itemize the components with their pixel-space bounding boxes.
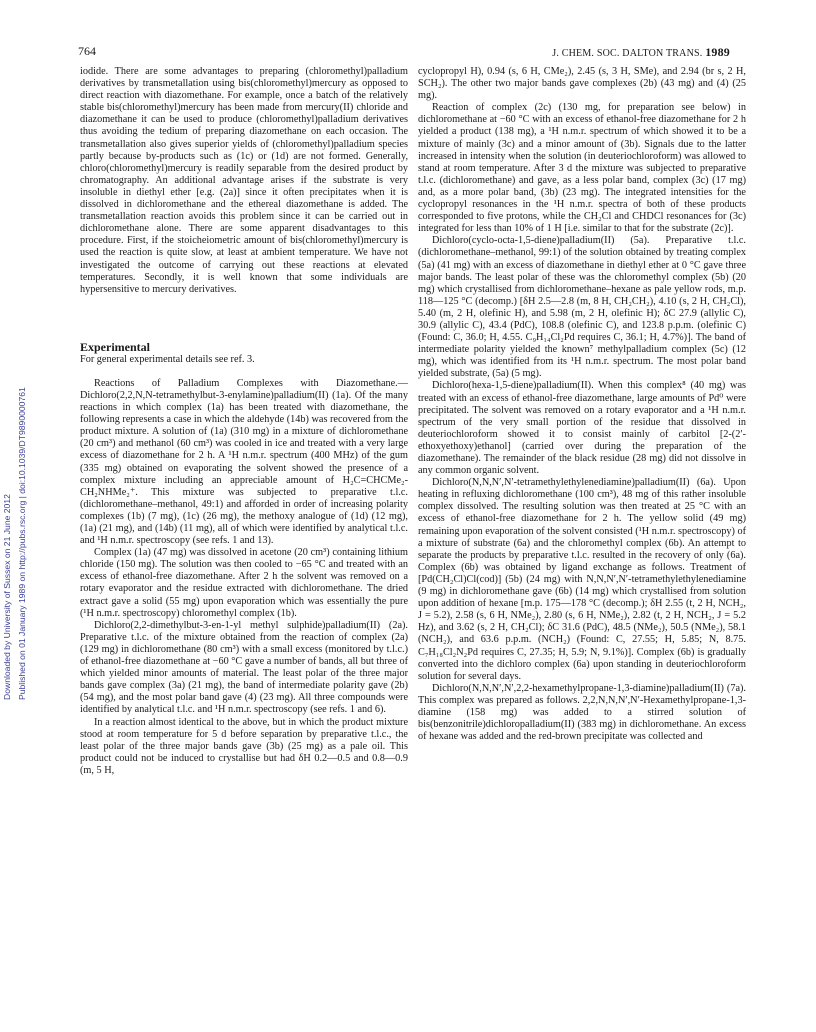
paragraph: Complex (1a) (47 mg) was dissolved in acetone (20 cm³) containing lithium chloride (150 mg). The solution was then cooled to −65 °C and treated with an excess of ethanol-free diazomethane. After 2 h the solvent was removed on a rotary evaporator and the residue extracted with dichloromethane. The dried extract gave a solid (55 mg) upon evaporation which was essentially the pure (¹H n.m.r. spectroscopy) chloromethyl complex (1b). [80, 547, 408, 619]
download-notice[interactable]: Downloaded by University of Sussex on 21 June 2012 [2, 494, 12, 700]
left-column [80, 66, 408, 777]
download-watermark [2, 300, 34, 700]
paragraph: For general experimental details see ref. 3. [80, 353, 255, 365]
paragraph: Dichloro(hexa-1,5-diene)palladium(II). When this complex⁸ (40 mg) was treated with an excess of ethanol-free diazomethane, large amounts of Pd⁰ were precipitated. The solvent was removed on a rotary evaporator and a ¹H n.m.r. spectrum of the very small portion of the residue that dissolved in deuteriochloroform showed it to consist mainly of carbitol [2-(2′-ethoxyethoxy)ethanol] (carried over during the preparation of the diazomethane). The remainder of the black residue (28 mg) did not dissolve in any common organic solvent. [418, 380, 746, 477]
section-heading: Experimental [80, 339, 150, 354]
journal-name: J. CHEM. SOC. DALTON TRANS. [552, 48, 703, 59]
journal-year: 1989 [705, 45, 730, 59]
paragraph: iodide. There are some advantages to preparing (chloromethyl)palladium derivatives by transmetallation using bis(chloromethyl)mercury as opposed to direct reaction with diazomethane. For example, once a batch of the relatively stable bis(chloromethyl)mercury has been made from mercury(II) chloride and diazomethane it can be used to produce (chloromethyl)palladium derivatives thus avoiding the tedium of preparing diazomethane on each occasion. The transmetallation also gives superior yields of (chloromethyl)palladium species partly because by-products such as (1c) or (1d) are not formed. Generally, chloro(chloromethyl)mercury is readily separable from the desired product by chromatography. An additional advantage arises if the substrate is very insoluble in diethyl ether [e.g. (2a)] since it often precipitates when it is dissolved in dichloromethane and the ethereal diazomethane is added. The transmetallation reaction avoids this problem since it can be carried out in dichloromethane alone. There are some apparent disadvantages to this procedure. First, if the stoicheiometric amount of bis(chloromethyl)mercury is used the reaction is quite slow, at least at ambient temperature. We have not investigated the outcome of carrying out these reactions at elevated temperatures. Secondly, it is well known that some individuals are hypersensitive to mercury derivatives. [80, 66, 408, 295]
paragraph: Dichloro(cyclo-octa-1,5-diene)palladium(II) (5a). Preparative t.l.c. (dichloromethane–methanol, 99:1) of the solution obtained by treating complex (5a) (41 mg) with an excess of diazomethane in diethyl ether at 0 °C gave three major bands. The least polar of these was the chloromethyl complex (5b) (20 mg) which crystallised from dichloromethane–hexane as pale yellow rods, m.p. 118—125 °C (decomp.) [δH 2.5—2.8 (m, 8 H, CH₂CH₂), 4.10 (s, 2 H, CH₂Cl), 5.40 (m, 2 H, olefinic H), and 5.98 (m, 2 H, olefinic H); δC 27.9 (allylic C), 30.9 (allylic C), 43.4 (PdC), 108.8 (olefinic C), and 123.8 p.p.m. (olefinic C) (Found: C, 36.0; H, 4.55. C₉H₁₄Cl₂Pd requires C, 36.1; H, 4.7%)]. The band of intermediate polarity yielded the known⁷ methylpalladium complex (5c) (12 mg), which was identified from its ¹H n.m.r. spectrum. The most polar band yielded substrate, (5a) (5 mg). [418, 235, 746, 380]
paragraph: Dichloro(N,N,N′,N′,2,2-hexamethylpropane-1,3-diamine)palladium(II) (7a). This complex was prepared as follows. 2,2,N,N,N′,N′-Hexamethylpropane-1,3-diamine (158 mg) was added to a stirred solution of bis(benzonitrile)dichloropalladium(II) (383 mg) in dichloromethane. An excess of hexane was added and the red-brown precipitate was collected and [418, 682, 746, 743]
paragraph: In a reaction almost identical to the above, but in which the product mixture stood at room temperature for 5 d before separation by preparative t.l.c., the least polar of the three major bands gave (3b) (25 mg) as a pale oil. This product could not be induced to crystallise but had δH 0.2—0.5 and 0.8—0.9 (m, 5 H, [80, 716, 408, 776]
paragraph: Dichloro(2,2-dimethylbut-3-en-1-yl methyl sulphide)palladium(II) (2a). Preparative t.l.c. of the mixture obtained from the reaction of complex (2a) (129 mg) in dichloromethane (80 cm³) with a small excess (monitored by t.l.c.) of ethanol-free diazomethane at −60 °C gave a number of bands, all but three of which yielded minor amounts of material. The least polar of the three major bands gave complex (3a) (21 mg), the band of intermediate polarity gave (2b) (54 mg), and the most polar band gave (4) (23 mg). All three compounds were identified by analytical t.l.c. and ¹H n.m.r. spectroscopy (see refs. 1 and 6). [80, 619, 408, 716]
paragraph: Reactions of Palladium Complexes with Diazomethane.—Dichloro(2,2,N,N-tetramethylbut-3-enylamine)palladium(II) (1a). Of the many reactions in which complex (1a) has been treated with diazomethane, the following represents a case in which the aldehyde (14b) was recovered from the product mixture. A solution of (1a) (310 mg) in a mixture of dichloromethane (20 cm³) and methanol (60 cm³) was cooled in ice and treated with a very large excess of diazomethane for 2 h. A ¹H n.m.r. spectrum (400 MHz) of the gum (335 mg) obtained on evaporating the solvent showed the presence of a complex mixture including an appreciable amount of H₂C=CHCMe₂-CH₂NHMe₂⁺. This mixture was subjected to preparative t.l.c. (dichloromethane–methanol, 49:1) and afforded in order of increasing polarity complexes (1b) (7 mg), (1c) (26 mg), the methoxy analogue of (1d) (12 mg), (1a) (21 mg), and (14b) (11 mg), all of which were identified by analytical t.l.c. and ¹H n.m.r. spectroscopy (see refs. 1 and 13). [80, 377, 408, 547]
running-header [552, 45, 730, 60]
page-number: 764 [78, 44, 96, 58]
paragraph: cyclopropyl H), 0.94 (s, 6 H, CMe₂), 2.45 (s, 3 H, SMe), and 2.94 (br s, 2 H, SCH₂). The other two major bands gave complexes (2b) (43 mg) and (4) (25 mg). [418, 66, 746, 102]
right-column [418, 66, 746, 743]
publication-notice[interactable]: Published on 01 January 1989 on http://pubs.rsc.org | doi:10.1039/DT9890000761 [17, 387, 27, 700]
paragraph: Reaction of complex (2c) (130 mg, for preparation see below) in dichloromethane at −60 °C with an excess of ethanol-free diazomethane for 2 h yielded a product (138 mg), a ¹H n.m.r. spectrum of which showed it to be a mixture of mainly (3c) and a minor amount of (3b). Signals due to the latter increased in intensity when the solution (in deuteriochloroform) was allowed to stand at room temperature. After 3 d the mixture was subjected to preparative t.l.c. (dichloromethane) and gave, as a less polar band, complex (3c) (17 mg) and, as a more polar band, (3b) (23 mg). The integrated intensities for the cyclopropyl resonances in the ¹H n.m.r. spectra of both of these products corresponded to five protons, while the CH₂Cl and CHDCl resonances for (3c) integrated for less than 10% of 1 H [i.e. similar to that for the substrate (2c)]. [418, 102, 746, 235]
paragraph: Dichloro(N,N,N′,N′-tetramethylethylenediamine)palladium(II) (6a). Upon heating in refluxing dichloromethane (100 cm³), 48 mg of this rather insoluble complex dissolved. The resulting solution was then treated at 25 °C with an excess of ethanol-free diazomethane for 2 h. The yellow solid (49 mg) remaining upon evaporation of the solvent consisted (¹H n.m.r. spectroscopy) of a mixture of substrate (6a) and the chloromethyl complex (6b). An attempt to separate the products by preparative t.l.c. resulted in the recovery of only (6a). Complex (6b) was obtained by ligand exchange as follows. Treatment of [Pd(CH₂Cl)Cl(cod)] (5b) (24 mg) with N,N,N′,N′-tetramethylethylenediamine (9 mg) in dichloromethane gave (6b) (14 mg) which crystallised from solution upon addition of hexane [m.p. 175—178 °C (decomp.); δH 2.55 (t, 2 H, NCH₂, J = 5.2), 2.58 (s, 6 H, NMe₂), 2.80 (s, 6 H, NMe₂), 2.82 (t, 2 H, NCH₂, J = 5.2 Hz), and 3.62 (s, 2 H, CH₂Cl); δC 31.6 (PdC), 48.5 (NMe₂), 50.5 (NMe₂), 58.1 (NCH₂), and 63.6 p.p.m. (NCH₂) (Found: C, 27.55; H, 5.85; N, 8.75. C₇H₁₈Cl₂N₂Pd requires C, 27.35; H, 5.9; N, 9.1%)]. Complex (6b) is gradually converted into the dichloro complex (6a) upon standing in deuteriochloroform solution for several days. [418, 477, 746, 682]
